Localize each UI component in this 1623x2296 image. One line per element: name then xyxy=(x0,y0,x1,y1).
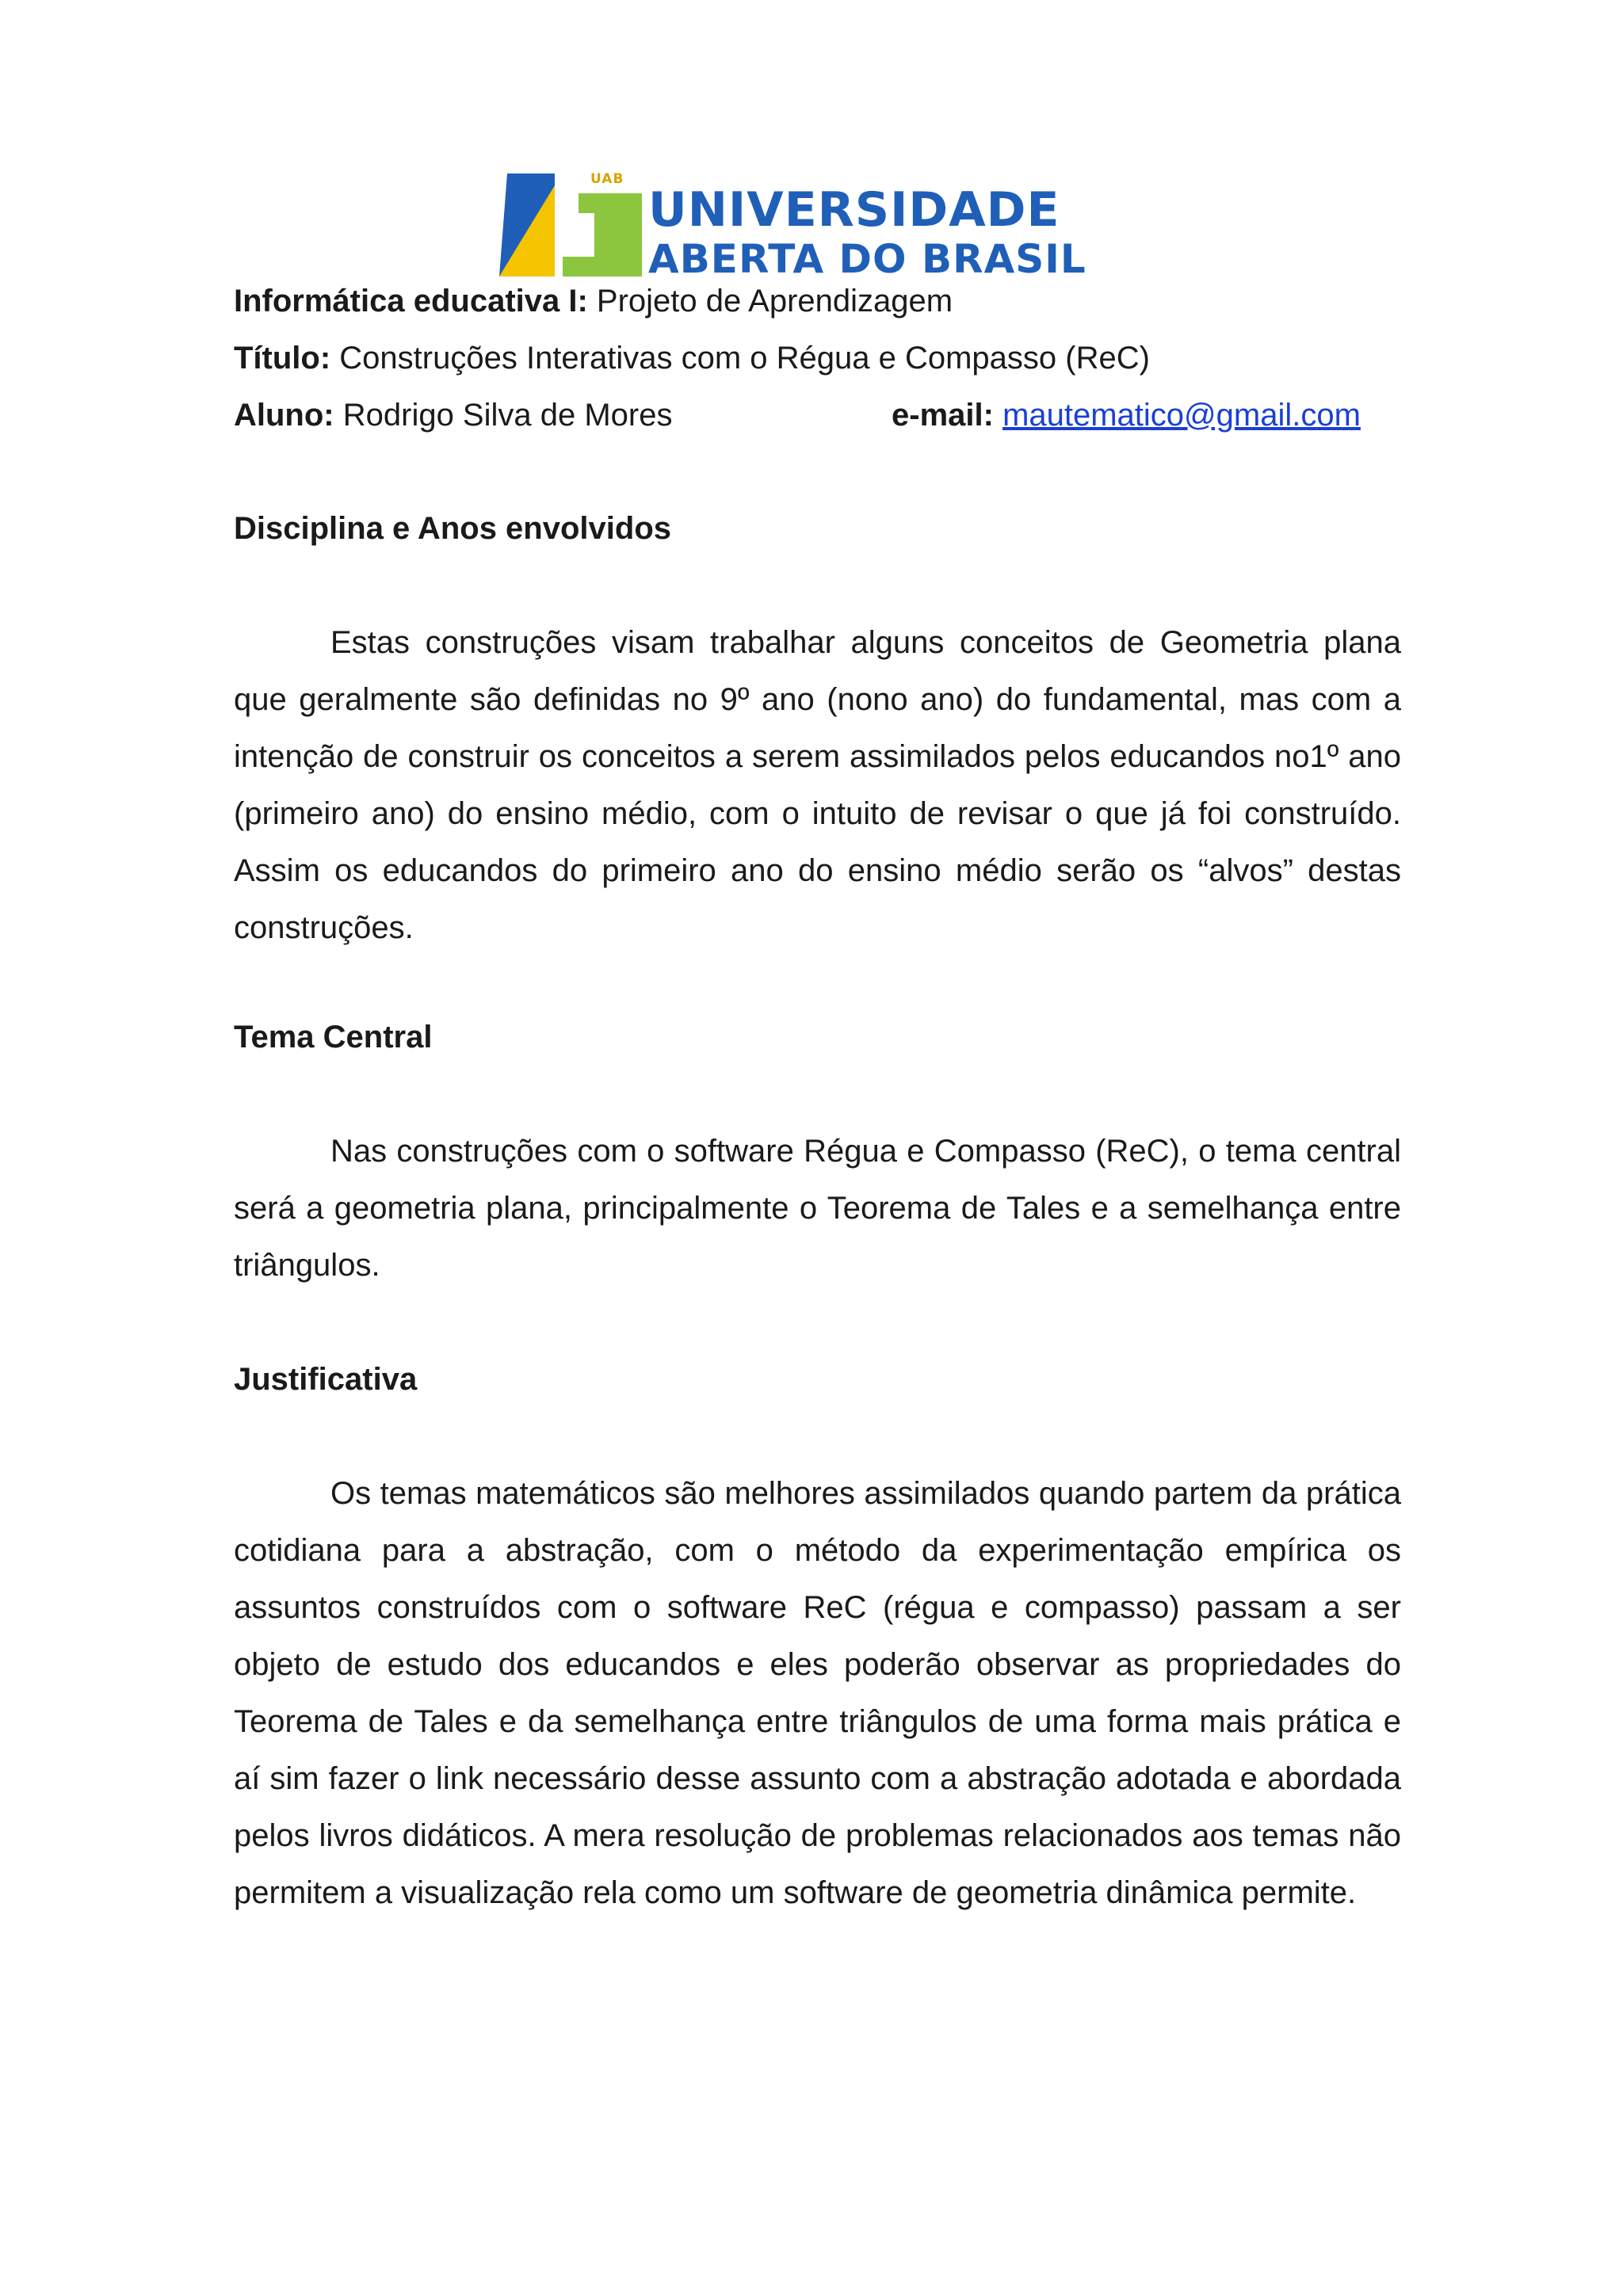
student-value: Rodrigo Silva de Mores xyxy=(334,398,673,433)
logo-uab-text: UAB xyxy=(590,171,624,187)
section-paragraph-tema-central: Nas construções com o software Régua e Compasso (ReC), o tema central será a geometria plana, principalmente o Teorema de Tales e a semelhança entre triângulos. xyxy=(234,1134,1401,1283)
logo-university-text: UNIVERSIDADE xyxy=(648,182,1060,238)
email-line xyxy=(892,396,1361,434)
email-label: e-mail: xyxy=(892,398,994,433)
student-line xyxy=(234,396,672,434)
section-heading-tema-central: Tema Central xyxy=(234,1020,433,1055)
section-paragraph-disciplina: Estas construções visam trabalhar alguns conceitos de Geometria plana que geralmente são definidas no 9º ano (nono ano) do fundamental, mas com a intenção de construir os conceitos a serem assimilados pelos educandos no1º ano (primeiro ano) do ensino médio, com o intuito de revisar o que já foi construído. Assim os educandos do primeiro ano do ensino médio serão os “alvos” destas construções. xyxy=(234,625,1401,945)
section-heading-disciplina: Disciplina e Anos envolvidos xyxy=(234,511,671,546)
university-logo xyxy=(499,170,1094,280)
title-line xyxy=(234,339,1150,377)
course-label: Informática educativa I: xyxy=(234,284,588,318)
section-heading-justificativa: Justificativa xyxy=(234,1362,418,1397)
title-value: Construções Interativas com o Régua e Compasso (ReC) xyxy=(330,341,1150,376)
student-label: Aluno: xyxy=(234,398,334,433)
logo-aberta-text: ABERTA DO BRASIL xyxy=(648,236,1086,282)
title-label: Título: xyxy=(234,341,331,376)
email-link[interactable]: mautematico@gmail.com xyxy=(1002,398,1361,433)
course-line xyxy=(234,282,953,320)
section-paragraph-justificativa: Os temas matemáticos são melhores assimilados quando partem da prática cotidiana para a abstração, com o método da experimentação empírica os assuntos construídos com o software ReC (régua e compasso) passam a ser objeto de estudo dos educandos e eles poderão observar as propriedades do Teorema de Tales e da semelhança entre triângulos de uma forma mais prática e aí sim fazer o link necessário desse assunto com a abstração adotada e abordada pelos livros didáticos. A mera resolução de problemas relacionados aos temas não permitem a visualização rela como um software de geometria dinâmica permite. xyxy=(234,1476,1401,1910)
course-value: Projeto de Aprendizagem xyxy=(587,284,953,318)
